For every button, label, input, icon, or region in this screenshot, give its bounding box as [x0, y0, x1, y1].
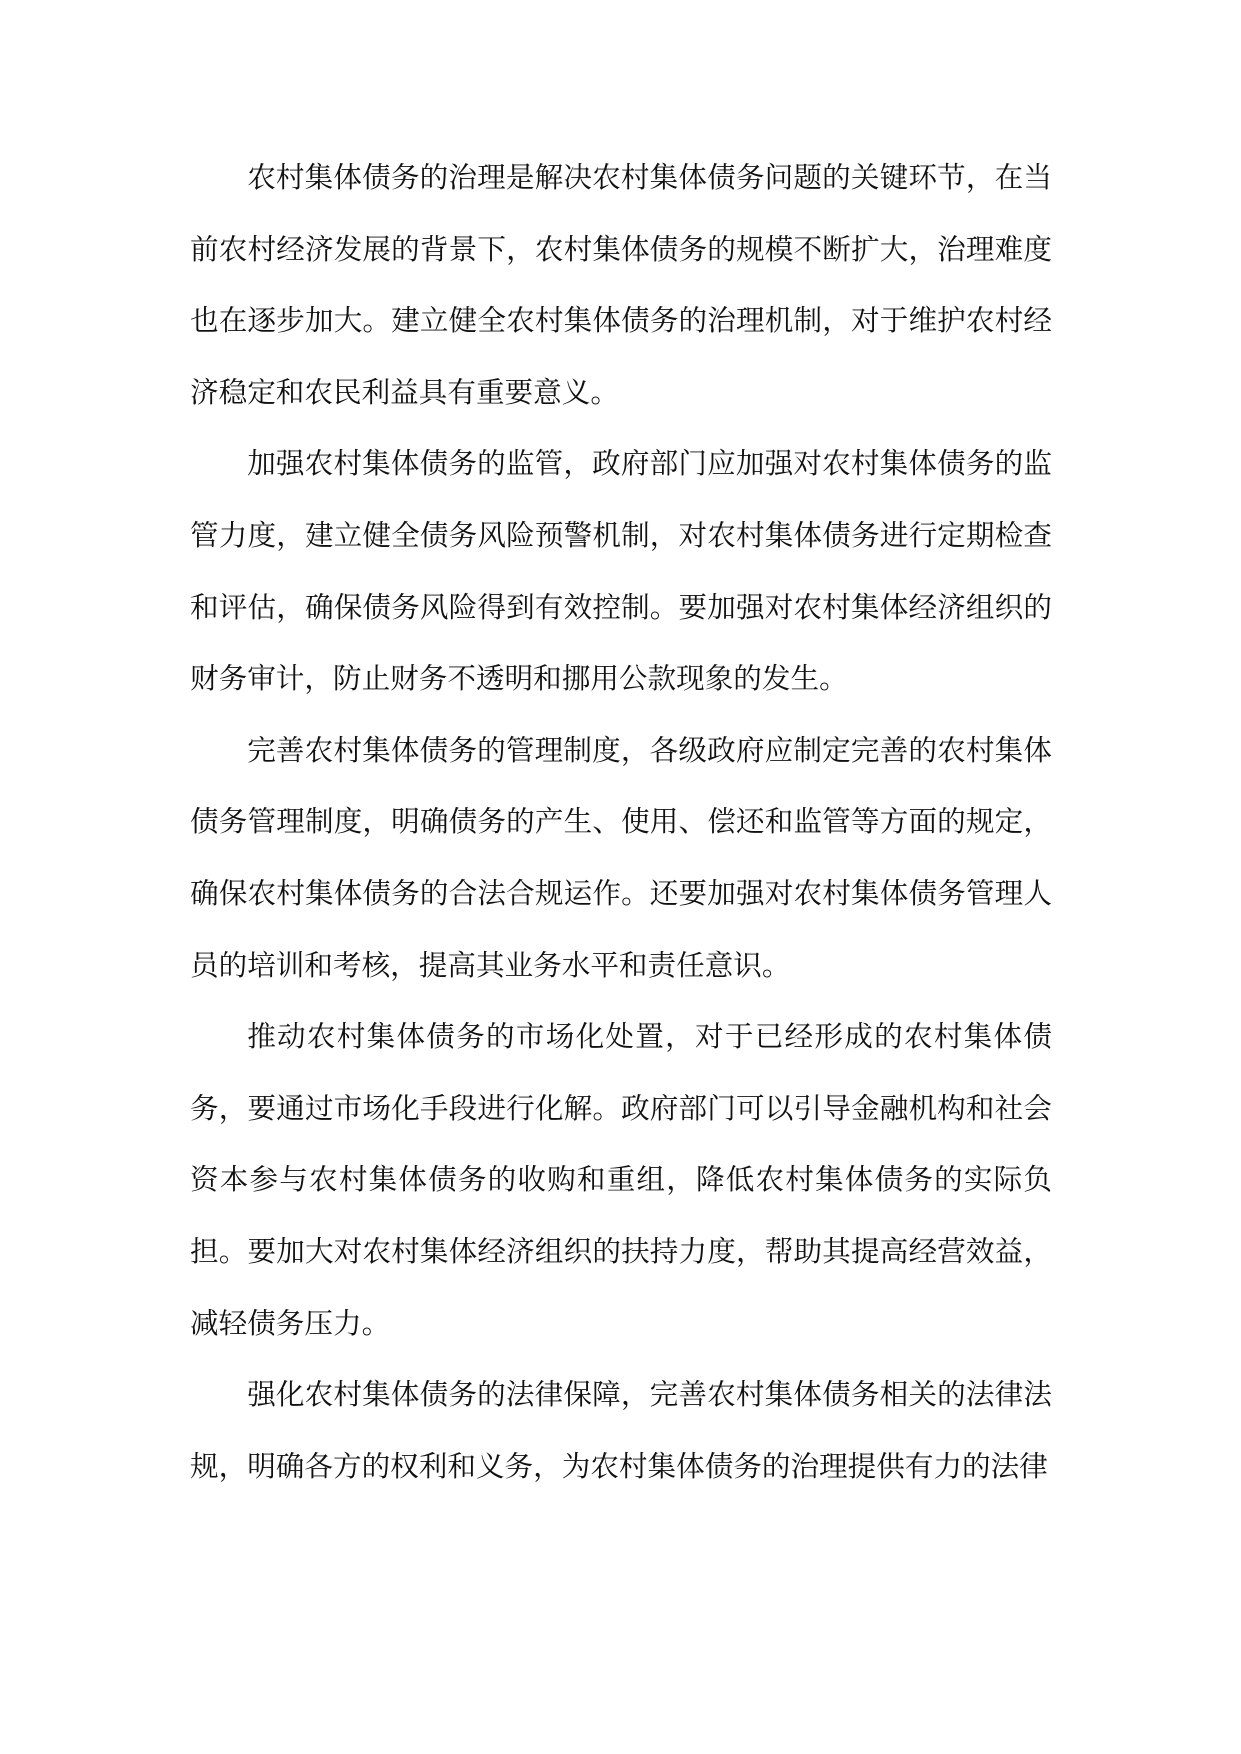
- paragraph-management-system: 完善农村集体债务的管理制度，各级政府应制定完善的农村集体债务管理制度，明确债务的产生、使用、偿还和监管等方面的规定，确保农村集体债务的合法合规运作。还要加强对农村集体债务管理人员的培训和考核，提高其业务水平和责任意识。: [190, 732, 1052, 982]
- document-body: [190, 142, 1052, 1502]
- paragraph-supervision: 加强农村集体债务的监管，政府部门应加强对农村集体债务的监管力度，建立健全债务风险预警机制，对农村集体债务进行定期检查和评估，确保债务风险得到有效控制。要加强对农村集体经济组织的财务审计，防止财务不透明和挪用公款现象的发生。: [190, 446, 1052, 696]
- paragraph-debt-governance: 农村集体债务的治理是解决农村集体债务问题的关键环节，在当前农村经济发展的背景下，农村集体债务的规模不断扩大，治理难度也在逐步加大。建立健全农村集体债务的治理机制，对于维护农村经济稳定和农民利益具有重要意义。: [190, 160, 1052, 409]
- paragraph-legal-protection: 强化农村集体债务的法律保障，完善农村集体债务相关的法律法规，明确各方的权利和义务，为农村集体债务的治理提供有力的法律: [190, 1377, 1052, 1483]
- paragraph-market-disposal: 推动农村集体债务的市场化处置，对于已经形成的农村集体债务，要通过市场化手段进行化解。政府部门可以引导金融机构和社会资本参与农村集体债务的收购和重组，降低农村集体债务的实际负担。要加大对农村集体经济组织的扶持力度，帮助其提高经营效益，减轻债务压力。: [190, 1019, 1052, 1340]
